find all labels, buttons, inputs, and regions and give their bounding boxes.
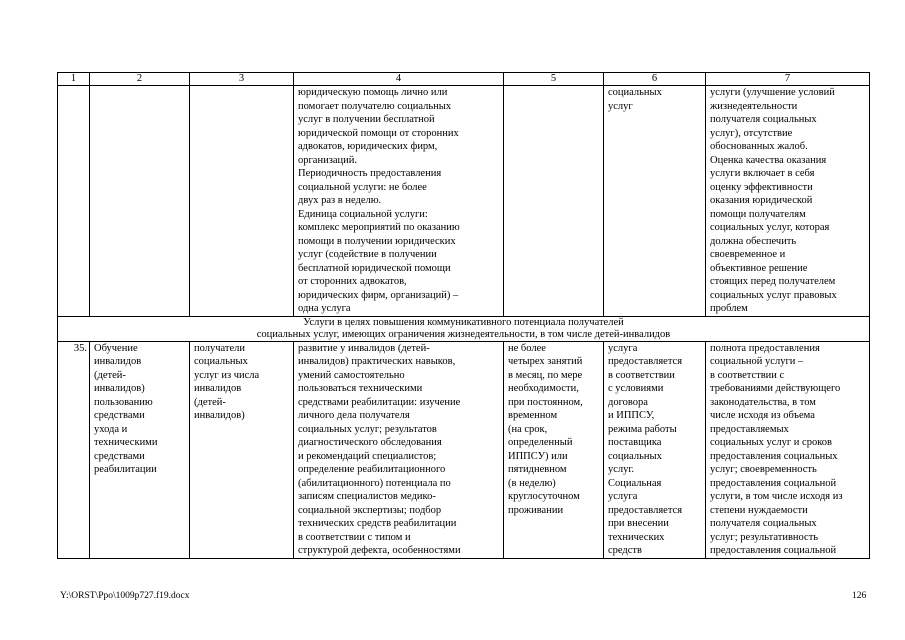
text-line: Услуги в целях повышения коммуникативного потенциала получателей [303, 316, 624, 328]
text-line: социальных услуг и сроков [710, 437, 832, 448]
text-line: услуг из числа [194, 369, 260, 381]
text-line: социальных [194, 356, 248, 367]
text-line: при внесении [608, 518, 669, 529]
cell-description [294, 86, 504, 317]
text-line: юридических фирм, организаций) – [298, 289, 459, 301]
footer-page-number: 126 [852, 591, 867, 601]
text-line: (на срок, [508, 423, 548, 435]
text-line: умений самостоятельно [298, 369, 405, 381]
text-line: стоящих перед получателем [710, 276, 836, 287]
text-line: юридическую помощь лично или [298, 87, 448, 98]
text-line: договора [608, 396, 648, 408]
col-header-4: 4 [294, 73, 504, 86]
text-line: и рекомендаций специалистов; [298, 450, 437, 462]
cell-empty-5 [504, 86, 604, 317]
text-line: в соответствии с типом и [298, 531, 411, 543]
text-line: степени нуждаемости [710, 504, 808, 516]
text-line: услуга [608, 491, 638, 502]
text-line: одна услуга [298, 303, 351, 314]
text-line: организаций. [298, 154, 357, 166]
text-line: социальных услуг, имеющих ограничения жизнедеятельности, в том числе детей-инвалидов [256, 328, 671, 340]
text-line: личного дела получателя [298, 410, 410, 421]
text-line: социальных услуг правовых [710, 289, 837, 301]
text-line: полнота предоставления [710, 342, 820, 354]
text-line: пользоваться техническими [298, 383, 423, 394]
text-line: своевременное и [710, 249, 786, 260]
text-line: записям специалистов медико- [298, 491, 436, 502]
text-line: инвалидов [94, 356, 142, 367]
text-line: в соответствии [608, 369, 675, 381]
text-line: предоставляется [608, 504, 683, 516]
text-line: в месяц, по мере [508, 369, 583, 381]
col-header-5: 5 [504, 73, 604, 86]
text-line: предоставления социальных [710, 450, 838, 462]
text-line: услуг; своевременность [710, 464, 817, 475]
services-table [57, 72, 870, 559]
text-line: (детей- [94, 369, 126, 381]
text-line: от сторонних адвокатов, [298, 276, 407, 287]
text-line: услуг в получении бесплатной [298, 114, 435, 125]
text-line: услуг), отсутствие [710, 127, 793, 139]
text-line: бесплатной юридической помощи [298, 262, 451, 274]
section-heading-row [58, 316, 870, 341]
cell-service-name [90, 341, 190, 558]
text-line: требованиями действующего [710, 383, 841, 394]
text-line: числе исходя из объема [710, 410, 815, 421]
text-line: Оценка качества оказания [710, 154, 827, 166]
text-line: с условиями [608, 383, 664, 394]
text-line: инвалидов) практических навыков, [298, 356, 456, 367]
text-line: предоставляется [608, 356, 683, 367]
text-line: Единица социальной услуги: [298, 208, 428, 220]
col-header-6: 6 [604, 73, 706, 86]
cell-empty-3 [190, 86, 294, 317]
text-line: диагностического обследования [298, 437, 442, 448]
text-line: социальной услуги – [710, 356, 804, 367]
text-line: предоставления социальной [710, 477, 837, 489]
cell-conditions [604, 341, 706, 558]
col-header-2: 2 [90, 73, 190, 86]
cell-frequency [504, 341, 604, 558]
text-line: услуг; результативность [710, 531, 819, 543]
section-heading [58, 316, 870, 341]
text-line: (абилитационного) потенциала по [298, 477, 451, 489]
cell-quality [706, 341, 870, 558]
text-line: определенный [508, 437, 573, 448]
text-line: помощи в получении юридических [298, 235, 456, 247]
text-line: Социальная [608, 477, 662, 489]
text-line: средствами реабилитации: изучение [298, 396, 461, 408]
text-line: социальных услуг; результатов [298, 423, 437, 435]
text-line: инвалидов [194, 383, 242, 394]
text-line: инвалидов) [94, 383, 145, 394]
text-line: социальной услуги: не более [298, 181, 427, 193]
text-line: оказания юридической [710, 195, 813, 206]
text-line: временном [508, 410, 558, 421]
table-row-35 [58, 341, 870, 558]
text-line: помогает получателю социальных [298, 100, 452, 112]
cell-recipients [190, 341, 294, 558]
text-line: средствами [94, 450, 145, 462]
text-line: социальных услуг, которая [710, 222, 830, 233]
text-line: определение реабилитационного [298, 464, 446, 475]
col-header-7: 7 [706, 73, 870, 86]
cell-empty-2 [90, 86, 190, 317]
text-line: законодательства, в том [710, 396, 816, 408]
text-line: предоставления социальной [710, 545, 837, 556]
text-line: социальной экспертизы; подбор [298, 504, 442, 516]
text-line: услуги включает в себя [710, 168, 815, 179]
text-line: социальных [608, 450, 662, 462]
text-line: объективное решение [710, 262, 808, 274]
text-line: технических средств реабилитации [298, 518, 457, 529]
text-line: в соответствии с [710, 369, 785, 381]
text-line: оценку эффективности [710, 181, 813, 193]
footer-file-path: Y:\ORST\Ppo\1009p727.f19.docx [60, 591, 190, 601]
text-line: услуга [608, 342, 638, 354]
text-line: необходимости, [508, 383, 579, 394]
text-line: предоставляемых [710, 423, 789, 435]
text-line: пятидневном [508, 464, 567, 475]
text-line: обоснованных жалоб. [710, 141, 808, 152]
text-line: получателя социальных [710, 114, 817, 125]
text-line: развитие у инвалидов (детей- [298, 342, 430, 354]
text-line: (детей- [194, 396, 226, 408]
text-line: жизнедеятельности [710, 100, 798, 112]
text-line: реабилитации [94, 464, 157, 475]
text-line: и ИППСУ, [608, 410, 655, 421]
text-line: должна обеспечить [710, 235, 797, 247]
text-line: режима работы [608, 423, 677, 435]
text-line: Обучение [94, 342, 138, 354]
table-row-continued [58, 86, 870, 317]
text-line: инвалидов) [194, 410, 245, 421]
text-line: средств [608, 545, 642, 556]
cell-conditions [604, 86, 706, 317]
text-line: проживании [508, 504, 564, 516]
text-line: комплекс мероприятий по оказанию [298, 222, 460, 233]
text-line: двух раз в неделю. [298, 195, 382, 206]
text-line: круглосуточном [508, 491, 580, 502]
text-line: социальных [608, 87, 662, 98]
col-header-1: 1 [58, 73, 90, 86]
cell-quality [706, 86, 870, 317]
text-line: (в неделю) [508, 477, 556, 489]
text-line: четырех занятий [508, 356, 583, 367]
text-line: поставщика [608, 437, 662, 448]
text-line: адвокатов, юридических фирм, [298, 141, 438, 152]
row-number: 35. [58, 341, 90, 558]
text-line: помощи получателям [710, 208, 806, 220]
text-line: получатели [194, 342, 245, 354]
text-line: ухода и [94, 423, 128, 435]
column-number-row [58, 73, 870, 86]
text-line: средствами [94, 410, 145, 421]
text-line: техническими [94, 437, 158, 448]
text-line: услуг. [608, 464, 635, 475]
text-line: получателя социальных [710, 518, 817, 529]
text-line: ИППСУ) или [508, 450, 568, 462]
text-line: структурой дефекта, особенностями [298, 545, 461, 556]
col-header-3: 3 [190, 73, 294, 86]
text-line: при постоянном, [508, 396, 583, 408]
text-line: услуг (содействие в получении [298, 249, 437, 260]
text-line: юридической помощи от сторонних [298, 127, 459, 139]
text-line: пользованию [94, 396, 153, 408]
text-line: услуг [608, 100, 633, 112]
text-line: не более [508, 342, 546, 354]
text-line: услуги, в том числе исходя из [710, 491, 843, 502]
cell-description [294, 341, 504, 558]
text-line: проблем [710, 303, 748, 314]
text-line: Периодичность предоставления [298, 168, 442, 179]
text-line: технических [608, 531, 665, 543]
text-line: услуги (улучшение условий [710, 87, 835, 98]
cell-empty-1 [58, 86, 90, 317]
